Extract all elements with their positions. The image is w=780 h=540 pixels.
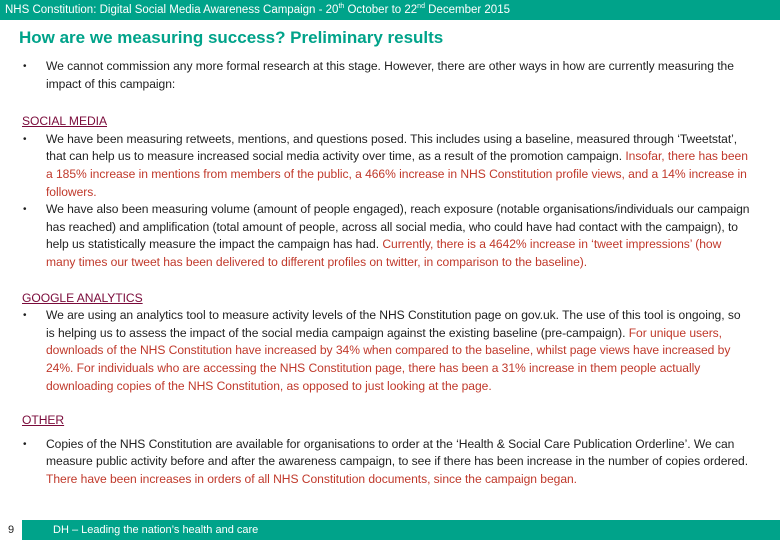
social-bullet-2 <box>22 201 752 271</box>
header-suffix: December 2015 <box>424 4 510 16</box>
social-bullet-1-highlight: Insofar, there has been a 185% increase in mentions from members of the public, a 466% increase in NHS Constitution profile views, and a 14% increase in followers. <box>46 149 748 199</box>
footer-text: DH – Leading the nation’s health and care <box>53 524 259 536</box>
google-bullet-1-text: We are using an analytics tool to measure activity levels of the NHS Constitution page on gov.uk. The use of this tool is ongoing, so is helping us to assess the impact of the social media campaign against the existing baseline (pre-campaign). <box>46 308 741 340</box>
header-sup-nd: nd <box>417 3 425 11</box>
social-bullet-2-highlight: Currently, there is a 4642% increase in ‘tweet impressions’ (how many times our tweet has been delivered to different profiles on twitter, in comparison to the baseline). <box>46 237 722 269</box>
footer-bar <box>0 520 780 540</box>
social-bullet-1-text: We have been measuring retweets, mentions, and questions posed. This includes using a baseline, measured through ‘Tweetstat’, that can help us to measure increased social media activity over time, as a result of the promotion campaign. <box>46 131 738 164</box>
other-bullet-1-highlight: There have been increases in orders of all NHS Constitution documents, since the campaign began. <box>46 471 577 486</box>
slide-content <box>22 58 752 488</box>
google-analytics-heading: GOOGLE ANALYTICS <box>22 290 143 305</box>
header-mid: October to 22 <box>344 4 418 16</box>
header-bar <box>0 0 780 20</box>
google-bullet-1 <box>22 307 752 395</box>
social-media-heading: SOCIAL MEDIA <box>22 114 107 129</box>
header-sup-th: th <box>338 3 345 11</box>
google-bullet-1-highlight: For unique users, downloads of the NHS Constitution have increased by 34% when compared to the baseline, whilst page views have increased by 24%. For individuals who are accessing the NHS Constitution page, there has been a 31% increase in them people actually downloading copies of the NHS Constitution, as opposed to just looking at the page. <box>46 325 731 393</box>
other-bullet-1-text: Copies of the NHS Constitution are available for organisations to order at the ‘Health & Social Care Publication Orderline’. We can measure public activity before and after the awareness campaign, to see if there has been increase in the number of copies ordered. <box>46 436 749 469</box>
page-number: 9 <box>0 520 22 540</box>
header-prefix: NHS Constitution: Digital Social Media Awareness Campaign - 20 <box>5 4 339 16</box>
social-bullet-2-text: We have also been measuring volume (amount of people engaged), reach exposure (notable organisations/individuals our campaign has reached) and amplification (total amount of people, across all social media, who could have had contact with the campaign), to help us statistically measure the impact the campaign has had. <box>46 202 750 252</box>
intro-bullet: • We cannot commission any more formal research at this stage. However, there are other ways in how are currently measuring the impact of this campaign: <box>22 58 752 93</box>
social-bullet-1 <box>22 131 752 201</box>
other-bullet-1 <box>22 436 752 489</box>
slide-title: How are we measuring success? Preliminary results <box>19 28 444 47</box>
other-heading: OTHER <box>22 413 65 428</box>
